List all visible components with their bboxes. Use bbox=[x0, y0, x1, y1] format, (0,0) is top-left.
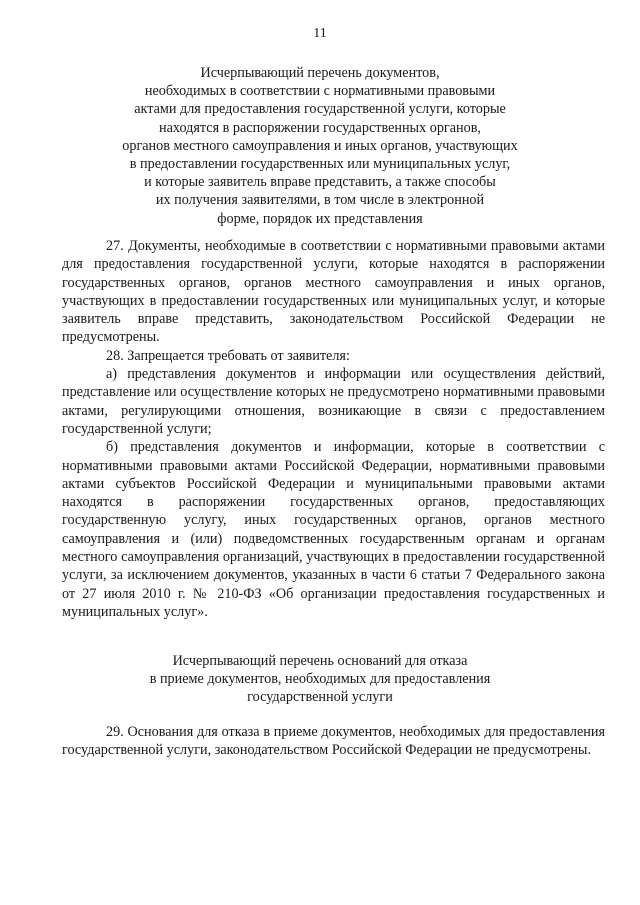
heading-line: Исчерпывающий перечень оснований для отказа bbox=[172, 653, 468, 669]
paragraph-28-b: б) представления документов и информации, которые в соответствии с нормативными правовыми актами Российской Федерации, нормативными правовыми актами субъектов Российской Федерации и муниципальными правовыми актами находятся в распоряжении государственных органов, предоставляющих государственную услугу, иных государственных органов, органов местного самоуправления и (или) подведомственных государственным органам и органам местного самоуправления организаций, участвующих в предоставлении государственной услуги, за исключением документов, указанных в части 6 статьи 7 Федерального закона от 27 июля 2010 г. № 210-ФЗ «Об организации предоставления государственных и муниципальных услуг». bbox=[62, 439, 605, 620]
heading-line: находятся в распоряжении государственных органов, bbox=[159, 119, 481, 136]
heading-line: государственной услуги bbox=[247, 689, 393, 706]
heading-line: необходимых в соответствии с нормативными правовыми bbox=[144, 83, 496, 100]
section-body-29 bbox=[62, 723, 605, 760]
paragraph-27: 27. Документы, необходимые в соответствии с нормативными правовыми актами для предоставления государственной услуги, которые находятся в распоряжении государственных органов, органов местного самоуправления и иных органов, участвующих в предоставлении государственных или муниципальных услуг, и которые заявитель вправе представить, законодательством Российской Федерации не предусмотрены. bbox=[62, 238, 605, 346]
heading-line: и которые заявитель вправе представить, а также способы bbox=[144, 174, 496, 191]
section-body-27-28 bbox=[62, 237, 605, 621]
paragraph-28: 28. Запрещается требовать от заявителя: bbox=[106, 347, 350, 364]
section-heading-documents-list bbox=[60, 64, 580, 228]
paragraph-29: 29. Основания для отказа в приеме документов, необходимых для предоставления государственной услуги, законодательством Российской Федерации не предусмотрены. bbox=[62, 724, 605, 759]
paragraph-28-a: а) представления документов и информации или осуществления действий, представление или осуществление которых не предусмотрено нормативными правовыми актами, регулирующими отношения, возникающие в связи с предоставлением государственной услуги; bbox=[62, 366, 605, 437]
heading-line: органов местного самоуправления и иных органов, участвующих bbox=[122, 137, 518, 154]
heading-line: актами для предоставления государственной услуги, которые bbox=[134, 101, 506, 118]
heading-line: форме, порядок их представления bbox=[217, 210, 423, 227]
heading-line: Исчерпывающий перечень документов, bbox=[200, 65, 440, 81]
heading-line: в приеме документов, необходимых для предоставления bbox=[149, 671, 491, 688]
section-heading-refusal-grounds bbox=[60, 652, 580, 707]
heading-line: в предоставлении государственных или муниципальных услуг, bbox=[129, 156, 511, 173]
heading-line: их получения заявителями, в том числе в электронной bbox=[155, 192, 485, 209]
page-number: 11 bbox=[313, 26, 327, 41]
